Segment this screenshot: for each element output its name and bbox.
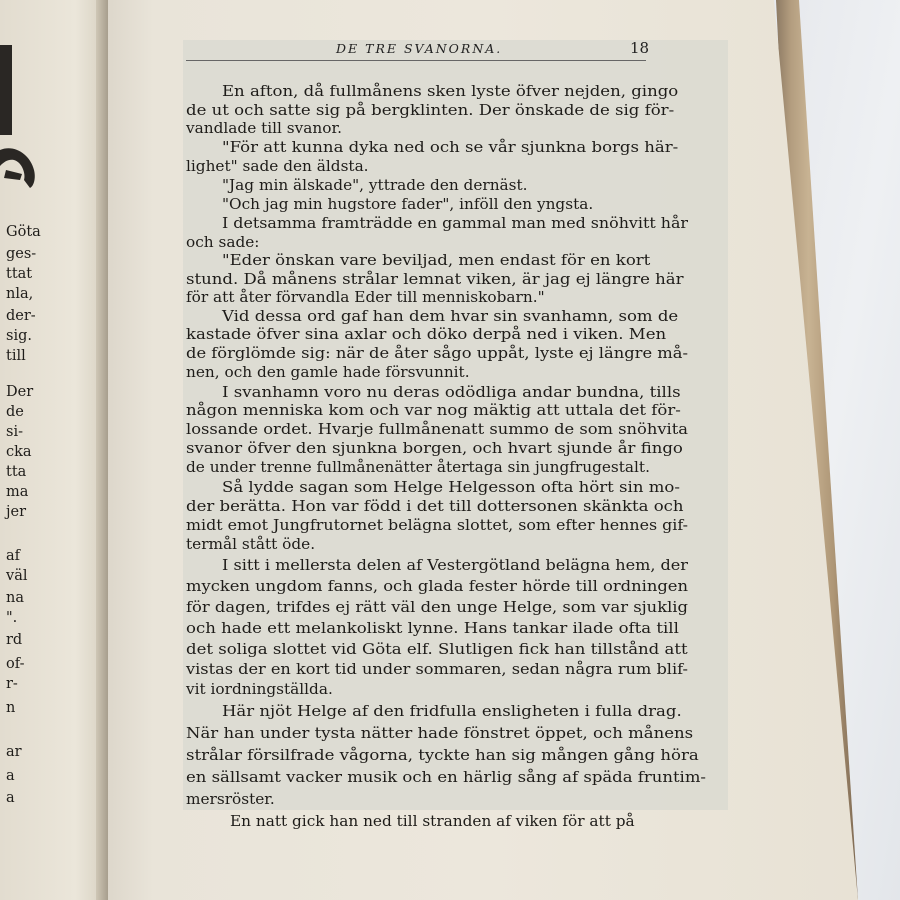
- left-page-fragment: Göta: [6, 224, 41, 240]
- text-line: Vid dessa ord gaf han dem hvar sin svanhamn, som de: [222, 307, 679, 325]
- text-line: svanor öfver den sjunkna borgen, och hvart sjunde år fingo: [186, 439, 683, 457]
- left-page-fragment: der-: [6, 308, 36, 324]
- text-line: för att åter förvandla Eder till menniskobarn.": [186, 288, 545, 306]
- left-page-fragment: ar: [6, 744, 22, 760]
- text-line: lighet" sade den äldsta.: [186, 157, 369, 175]
- left-page-fragment: na: [6, 590, 24, 606]
- text-line: för dagen, trifdes ej rätt väl den unge Helge, som var sjuklig: [186, 598, 688, 616]
- left-page-fragment: of-: [6, 656, 25, 672]
- left-page-fragment: a: [6, 768, 15, 784]
- text-line: En natt gick han ned till stranden af viken för att på: [230, 812, 635, 830]
- text-line: I svanhamn voro nu deras odödliga andar bundna, tills: [222, 383, 681, 401]
- left-page-fragment: till: [6, 348, 26, 364]
- header-rule: [186, 60, 646, 61]
- text-line: någon menniska kom och var nog mäktig att uttala det för-: [186, 401, 681, 419]
- page-number: 18: [630, 39, 650, 57]
- text-line: midt emot Jungfrutornet belägna slottet, som efter hennes gif-: [186, 516, 688, 534]
- left-page-fragment: tta: [6, 464, 27, 480]
- text-line: vit iordningställda.: [186, 680, 333, 698]
- text-line: de förglömde sig: när de åter sågo uppåt, lyste ej längre må-: [186, 344, 688, 362]
- left-page-fragment: nla,: [6, 286, 34, 302]
- text-line: de under trenne fullmånenätter återtaga sin jungfrugestalt.: [186, 458, 650, 476]
- running-head: DE TRE SVANORNA.: [336, 41, 503, 56]
- left-page-fragment: af: [6, 548, 21, 564]
- text-line: I sitt i mellersta delen af Vestergötland belägna hem, der: [222, 556, 688, 574]
- page-header: [186, 36, 656, 60]
- text-line: mersröster.: [186, 790, 275, 808]
- left-page-fragment: ".: [6, 610, 18, 626]
- left-page-fragment: jer: [6, 504, 27, 520]
- text-line: der berätta. Hon var född i det till dottersonen skänkta och: [186, 497, 684, 515]
- text-line: I detsamma framträdde en gammal man med snöhvitt hår: [222, 214, 688, 232]
- left-page-fragment: r-: [6, 676, 18, 692]
- text-line: mycken ungdom fanns, och glada fester hörde till ordningen: [186, 577, 688, 595]
- text-line: de ut och satte sig på bergklinten. Der önskade de sig för-: [186, 101, 675, 119]
- left-page-fragment: si-: [6, 424, 23, 440]
- text-line: och sade:: [186, 233, 260, 251]
- left-page: [0, 0, 108, 900]
- text-line: vistas der en kort tid under sommaren, sedan några rum blif-: [186, 660, 688, 678]
- left-page-fragment: ges-: [6, 246, 37, 262]
- text-line: När han under tysta nätter hade fönstret öppet, och månens: [186, 724, 694, 742]
- left-page-fragment: cka: [6, 444, 32, 460]
- left-page-fragment: a: [6, 790, 15, 806]
- left-page-fragment: n: [6, 700, 16, 716]
- left-page-fragment: ma: [6, 484, 29, 500]
- text-line: en sällsamt vacker musik och en härlig sång af späda fruntim-: [186, 768, 706, 786]
- left-page-fragment: ttat: [6, 266, 33, 282]
- left-page-fragment: rd: [6, 632, 23, 648]
- text-line: och hade ett melankoliskt lynne. Hans tankar ilade ofta till: [186, 619, 679, 637]
- text-line: "Eder önskan vare beviljad, men endast för en kort: [222, 251, 651, 269]
- text-line: vandlade till svanor.: [186, 119, 342, 137]
- text-line: kastade öfver sina axlar och döko derpå ned i viken. Men: [186, 325, 667, 343]
- text-line: "Och jag min hugstore fader", inföll den yngsta.: [222, 195, 594, 213]
- ornament-block: [0, 45, 12, 135]
- ornament-glyph: [0, 140, 40, 190]
- text-line: det soliga slottet vid Göta elf. Slutligen fick han tillstånd att: [186, 640, 688, 658]
- left-page-fragment: de: [6, 404, 24, 420]
- text-line: "Jag min älskade", yttrade den dernäst.: [222, 176, 528, 194]
- text-line: Så lydde sagan som Helge Helgesson ofta hört sin mo-: [222, 478, 680, 496]
- text-line: lossande ordet. Hvarje fullmånenatt summo de som snöhvita: [186, 420, 688, 438]
- text-line: "För att kunna dyka ned och se vår sjunkna borgs här-: [222, 138, 679, 156]
- text-line: nen, och den gamle hade försvunnit.: [186, 363, 470, 381]
- left-page-fragment: väl: [6, 568, 28, 584]
- text-line: termål stått öde.: [186, 535, 316, 553]
- text-line: stund. Då månens strålar lemnat viken, är jag ej längre här: [186, 270, 684, 288]
- text-line: En afton, då fullmånens sken lyste öfver nejden, gingo: [222, 82, 679, 100]
- left-page-fragment: sig.: [6, 328, 32, 344]
- text-line: Här njöt Helge af den fridfulla ensligheten i fulla drag.: [222, 702, 682, 720]
- text-line: strålar försilfrade vågorna, tyckte han sig mången gång höra: [186, 746, 699, 764]
- left-page-fragment: Der: [6, 384, 34, 400]
